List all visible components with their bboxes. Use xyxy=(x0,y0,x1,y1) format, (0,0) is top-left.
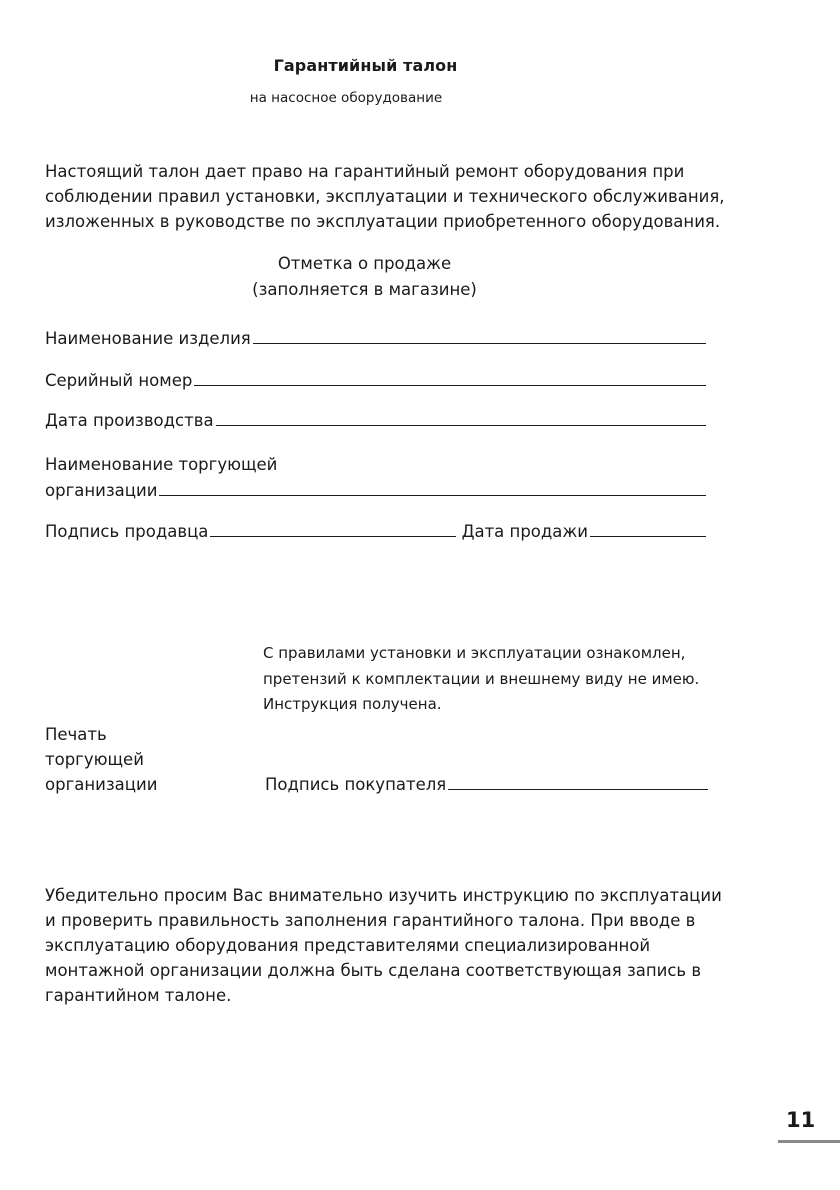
trade-org-label-line1: Наименование торгующей xyxy=(45,455,278,474)
seller-signature-blank[interactable] xyxy=(210,520,455,537)
sale-date-blank[interactable] xyxy=(590,520,706,537)
page-number-rule xyxy=(778,1140,840,1143)
buyer-signature-label: Подпись покупателя xyxy=(265,775,447,794)
intro-line: Настоящий талон дает право на гарантийный ремонт оборудования при xyxy=(45,162,685,181)
product-name-label: Наименование изделия xyxy=(45,329,251,348)
seller-signature-row xyxy=(45,520,706,544)
notice-line: гарантийном талоне. xyxy=(45,986,232,1005)
notice-line: и проверить правильность заполнения гарантийного талона. При вводе в xyxy=(45,911,696,930)
sale-mark-title: Отметка о продаже xyxy=(277,254,452,273)
product-name-blank[interactable] xyxy=(253,327,706,344)
intro-line: изложенных в руководстве по эксплуатации приобретенного оборудования. xyxy=(45,212,721,231)
notice-line: монтажной организации должна быть сделана соответствующая запись в xyxy=(45,961,702,980)
acknowledgement-text xyxy=(263,641,733,718)
ack-line: Инструкция получена. xyxy=(263,695,442,713)
sale-date-label: Дата продажи xyxy=(461,522,588,541)
production-date-blank[interactable] xyxy=(216,409,706,426)
ack-line: претензий к комплектации и внешнему виду не имею. xyxy=(263,669,700,688)
intro-line: соблюдении правил установки, эксплуатации и технического обслуживания, xyxy=(45,187,725,206)
page-title: Гарантийный талон xyxy=(273,56,458,75)
seller-signature-label: Подпись продавца xyxy=(45,522,209,541)
notice-paragraph xyxy=(45,883,745,1008)
trade-org-field xyxy=(45,479,706,503)
stamp-line: Печать xyxy=(45,725,107,744)
serial-number-label: Серийный номер xyxy=(45,371,193,390)
trade-org-blank[interactable] xyxy=(159,479,706,496)
page-subtitle: на насосное оборудование xyxy=(249,90,443,106)
trade-org-label-line2: организации xyxy=(45,481,158,500)
buyer-signature-blank[interactable] xyxy=(448,773,708,790)
page-number: 11 xyxy=(786,1108,816,1132)
buyer-signature-row xyxy=(265,773,708,797)
notice-line: эксплуатацию оборудования представителями специализированной xyxy=(45,936,651,955)
sale-mark-note: (заполняется в магазине) xyxy=(252,280,477,299)
stamp-line: организации xyxy=(45,775,158,794)
serial-number-blank[interactable] xyxy=(194,369,706,386)
production-date-label: Дата производства xyxy=(45,411,214,430)
stamp-line: торгующей xyxy=(45,750,144,769)
serial-number-field xyxy=(45,369,706,393)
product-name-field xyxy=(45,327,706,351)
production-date-field xyxy=(45,409,706,433)
stamp-area-label xyxy=(45,722,245,797)
ack-line: С правилами установки и эксплуатации ознакомлен, xyxy=(263,644,686,662)
intro-paragraph xyxy=(45,159,745,234)
sale-mark-heading xyxy=(0,251,729,303)
notice-line: Убедительно просим Вас внимательно изучить инструкцию по эксплуатации xyxy=(45,886,722,905)
